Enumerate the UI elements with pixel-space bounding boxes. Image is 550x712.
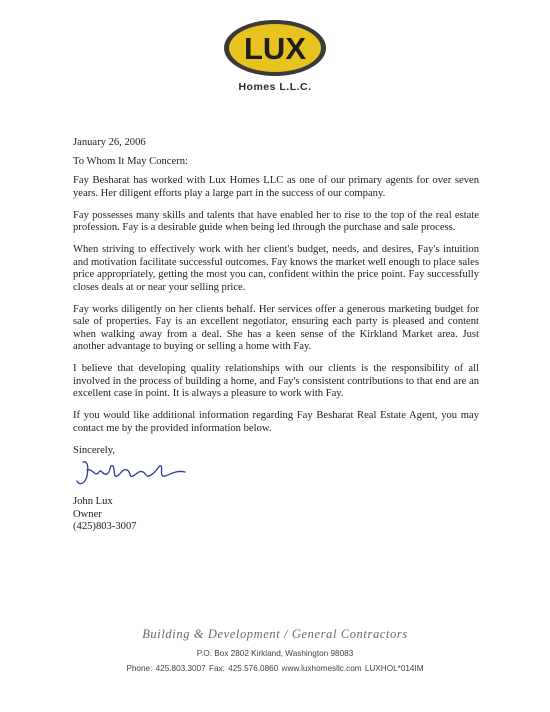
company-name: Homes L.L.C. [238, 81, 312, 93]
paragraph-1: Fay Besharat has worked with Lux Homes LLC as one of our primary agents for over seven years. Her diligent efforts play a large part in the success of our company. [73, 175, 479, 199]
lux-logo [222, 18, 328, 78]
logo-text: LUX [244, 31, 306, 66]
footer-tagline: Building & Development / General Contractors [142, 627, 408, 641]
letterhead [0, 18, 550, 100]
paragraph-4: Fay works diligently on her clients behalf. Her services offer a generous marketing budget for sale of properties. Fay is an excellent negotiator, ensuring each party is pleased and content when walking away from a deal. She has a keen sense of the Kirkland Market area. Just another advantage to buying or selling a home with Fay. [73, 303, 479, 352]
footer-contact: Phone: 425.803.3007 Fax: 425.576.0860 www.luxhomesllc.com LUXHOL*014IM [126, 664, 424, 673]
signer-name: John Lux [73, 496, 113, 507]
signer-phone: (425)803-3007 [73, 521, 137, 532]
signer-title: Owner [73, 508, 102, 520]
letter-date: January 26, 2006 [73, 137, 146, 148]
signature-block [73, 496, 137, 534]
handwritten-signature [73, 456, 193, 495]
salutation: To Whom It May Concern: [73, 155, 188, 167]
footer-address: P.O. Box 2802 Kirkland, Washington 98083 [196, 649, 354, 658]
paragraph-5: I believe that developing quality relationships with our clients is the responsibility of all involved in the process of building a home, and Fay's consistent contributions to that end are an excellent case in point. It is always a pleasure to work with Fay. [73, 363, 479, 399]
paragraph-3: When striving to effectively work with her client's budget, needs, and desires, Fay's intuition and motivation facilitate successful outcomes. Fay knows the market well enough to place sales price appropriately, getting the most you can, confident within the price point. Fay successfully closes deals at or near your selling price. [73, 244, 479, 293]
letter-body [73, 137, 479, 467]
closing: Sincerely, [73, 444, 115, 456]
paragraph-6: If you would like additional information regarding Fay Besharat Real Estate Agent, you may contact me by the provided information below. [73, 410, 479, 434]
paragraph-2: Fay possesses many skills and talents that have enabled her to rise to the top of the real estate profession. Fay is a desirable guide when being led through the purchase and sale process. [73, 209, 479, 233]
